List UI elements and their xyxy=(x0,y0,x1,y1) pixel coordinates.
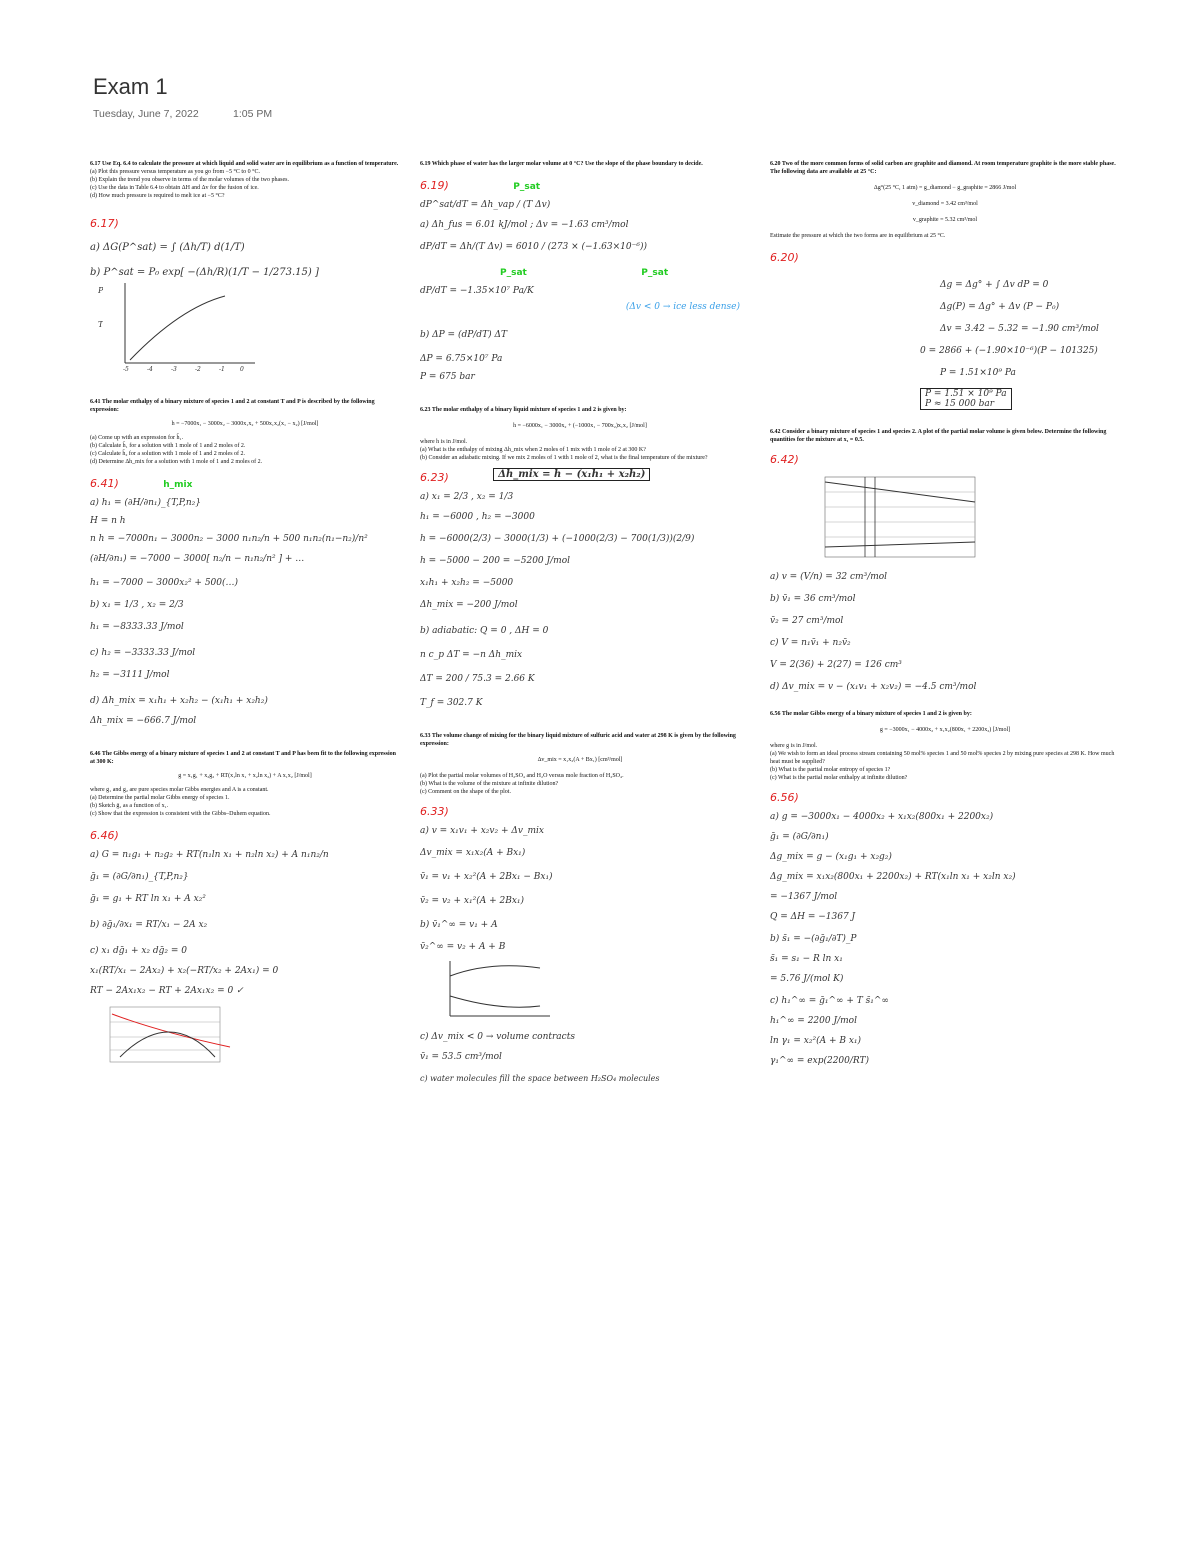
equation: c) h̄₂ = −3333.33 J/mol xyxy=(90,648,196,658)
problem-text: (c) Comment on the shape of the plot. xyxy=(420,789,511,795)
equation: P = 675 bar xyxy=(420,372,475,382)
equation: n h = −7000n₁ − 3000n₂ − 3000 n₁n₂/n + 500 n₁n₂(n₁−n₂)/n² xyxy=(90,534,368,544)
problem-6-19 xyxy=(420,160,740,382)
problem-text: (a) What is the enthalpy of mixing Δh_mix when 2 moles of 1 mix with 1 mole of 2 at 300 K? xyxy=(420,447,646,453)
equation: (∂H/∂n₁) = −7000 − 3000[ n₂/n − n₁n₂/n² ] + … xyxy=(90,554,305,564)
problem-tag: 6.33) xyxy=(420,805,449,818)
equation: b) v̄₁ = 36 cm³/mol xyxy=(770,594,856,604)
problem-text: (d) Determine Δh_mix for a solution with 1 mole of 1 and 2 moles of 2. xyxy=(90,459,263,465)
problem-text: 6.41 The molar enthalpy of a binary mixture of species 1 and 2 at constant T and P is described by the following expression: xyxy=(90,399,375,413)
problem-text: 6.42 Consider a binary mixture of species 1 and species 2. A plot of the partial molar volume is given below. Determine the following quantities for the mixture at x₁ = 0.5. xyxy=(770,429,1107,443)
highlight-note: h_mix xyxy=(163,480,193,490)
equation: a) ΔG(P^sat) = ∫ (Δh/T) d(1/T) xyxy=(90,242,245,253)
problem-text: (d) How much pressure is required to melt ice at −5 °C? xyxy=(90,193,225,199)
problem-text: Δg°(25 °C, 1 atm) = g_diamond − g_graphite = 2866 J/mol xyxy=(873,185,1017,191)
equation: ḡ₁ = (∂G/∂n₁) xyxy=(770,832,829,842)
problem-text: (b) What is the partial molar entropy of species 1? xyxy=(770,767,891,773)
equation: h̄₂ = −3111 J/mol xyxy=(90,670,170,680)
equation: = 5.76 J/(mol K) xyxy=(770,974,844,984)
problem-6-56 xyxy=(770,710,1120,1066)
page-time: 1:05 PM xyxy=(233,108,273,120)
equation: a) G = n₁g₁ + n₂g₂ + RT(n₁ln x₁ + n₂ln x₂) + A n₁n₂/n xyxy=(90,850,329,860)
equation: v̄₂^∞ = v₂ + A + B xyxy=(420,942,506,952)
problem-6-46 xyxy=(90,750,400,1072)
equation: c) x₁ dḡ₁ + x₂ dḡ₂ = 0 xyxy=(90,946,188,956)
equation: d) Δv_mix = v − (x₁v₁ + x₂v₂) = −4.5 cm³/mol xyxy=(770,682,977,692)
problem-text: h = −6000x₁ − 3000x₂ + (−1000x₁ − 700x₂)x₁x₂ [J/mol] xyxy=(513,423,647,429)
problem-text: (a) We wish to form an ideal process stream containing 50 mol% species 1 and 50 mol% species 2 by mixing pure species at 298 K. How much heat must be supplied? xyxy=(770,751,1115,765)
figure-graph xyxy=(770,472,1120,562)
equation: RT − 2Ax₁x₂ − RT + 2Ax₁x₂ = 0 ✓ xyxy=(90,986,244,996)
problem-text: (a) Determine the partial molar Gibbs energy of species 1. xyxy=(90,795,230,801)
equation: a) v = (V/n) = 32 cm³/mol xyxy=(770,572,888,582)
equation: c) h̄₁^∞ = ḡ₁^∞ + T s̄₁^∞ xyxy=(770,996,889,1006)
equation: c) V = n₁v̄₁ + n₂v̄₂ xyxy=(770,638,851,648)
equation: a) x₁ = 2/3 , x₂ = 1/3 xyxy=(420,492,514,502)
equation: dP/dT = Δh/(T Δv) = 6010 / (273 × (−1.63×10⁻⁶)) xyxy=(420,242,648,252)
problem-6-20 xyxy=(770,160,1120,414)
equation: a) h̄₁ = (∂H/∂n₁)_{T,P,n₂} xyxy=(90,498,202,508)
problem-text: where h is in J/mol. xyxy=(420,439,468,445)
problem-text: 6.20 Two of the more common forms of solid carbon are graphite and diamond. At room temperature graphite is the more stable phase. The following data are available at 25 °C: xyxy=(770,161,1116,175)
axis-label-x: T xyxy=(98,320,104,329)
equation: d) Δh_mix = x₁h̄₁ + x₂h̄₂ − (x₁h₁ + x₂h₂) xyxy=(90,696,268,706)
highlight-note: P_sat xyxy=(500,268,527,278)
equation: Δv_mix = x₁x₂(A + Bx₁) xyxy=(420,848,526,858)
equation: h = −6000(2/3) − 3000(1/3) + (−1000(2/3) − 700(1/3))(2/9) xyxy=(420,534,695,544)
equation: ln γ₁ = x₂²(A + B x₁) xyxy=(770,1036,862,1046)
problem-text: Δv_mix = x₁x₂(A + Bx₁) [cm³/mol] xyxy=(537,757,623,763)
equation: v̄₂ = v₂ + x₁²(A + 2Bx₁) xyxy=(420,896,525,906)
equation: dP/dT = −1.35×10⁷ Pa/K xyxy=(420,286,534,296)
equation: V = 2(36) + 2(27) = 126 cm³ xyxy=(770,660,902,670)
tick-label: -3 xyxy=(171,366,177,373)
problem-text: (b) What is the volume of the mixture at infinite dilution? xyxy=(420,781,559,787)
equation: 0 = 2866 + (−1.90×10⁻⁶)(P − 101325) xyxy=(920,346,1098,356)
problem-6-17 xyxy=(90,160,400,378)
problem-text: (b) Explain the trend you observe in terms of the molar volumes of the two phases. xyxy=(90,177,289,183)
equation: T_f = 302.7 K xyxy=(420,698,483,708)
problem-text: h = −7000x₁ − 3000x₂ − 3000x₁x₂ + 500x₁x₂(x₁ − x₂) [J/mol] xyxy=(171,421,319,427)
equation: v̄₂ = 27 cm³/mol xyxy=(770,616,844,626)
column-1 xyxy=(90,160,400,1072)
equation: b) v̄₁^∞ = v₁ + A xyxy=(420,920,498,930)
problem-text: where g₁ and g₂ are pure species molar Gibbs energies and A is a constant. xyxy=(90,787,269,793)
equation: h̄₁^∞ = 2200 J/mol xyxy=(770,1016,857,1026)
equation: ḡ₁ = g₁ + RT ln x₁ + A x₂² xyxy=(90,894,206,904)
equation: b) s̄₁ = −(∂ḡ₁/∂T)_P xyxy=(770,934,857,944)
problem-6-41 xyxy=(90,398,400,726)
equation: Δg_mix = x₁x₂(800x₁ + 2200x₂) + RT(x₁ln x₁ + x₂ln x₂) xyxy=(770,872,1016,882)
axis-label-y: P xyxy=(98,286,104,295)
equation: x₁(RT/x₁ − 2Ax₂) + x₂(−RT/x₂ + 2Ax₁) = 0 xyxy=(90,966,279,976)
equation: a) v = x₁v₁ + x₂v₂ + Δv_mix xyxy=(420,826,544,836)
problem-text: v_diamond = 3.42 cm³/mol xyxy=(912,201,978,207)
equation: b) ∂ḡ₁/∂x₁ = RT/x₁ − 2A x₂ xyxy=(90,920,208,930)
equation: v̄₁ = 53.5 cm³/mol xyxy=(420,1052,502,1062)
equation: h̄₁ = −8333.33 J/mol xyxy=(90,622,184,632)
equation: ḡ₁ = (∂G/∂n₁)_{T,P,n₂} xyxy=(90,872,189,882)
problem-tag: 6.19) xyxy=(420,179,449,192)
equation: b) x₁ = 1/3 , x₂ = 2/3 xyxy=(90,600,184,610)
problem-6-23 xyxy=(420,406,740,708)
problem-tag: 6.41) xyxy=(90,477,119,490)
problem-text: (a) Plot the partial molar volumes of H₂SO₄ and H₂O versus mole fraction of H₂SO₄. xyxy=(420,773,624,779)
problem-text: 6.46 The Gibbs energy of a binary mixture of species 1 and 2 at constant T and P has been fit to the following expression at 300 K: xyxy=(90,751,396,765)
equation: b) P^sat = P₀ exp[ −(Δh/R)(1/T − 1/273.15) ] xyxy=(90,267,319,278)
problem-text: (c) What is the partial molar enthalpy at infinite dilution? xyxy=(770,775,908,781)
equation: n c_p ΔT = −n Δh_mix xyxy=(420,650,523,660)
problem-tag: 6.42) xyxy=(770,453,799,466)
boxed-answer-line: P ≈ 15 000 bar xyxy=(925,399,995,409)
problem-text: 6.56 The molar Gibbs energy of a binary mixture of species 1 and 2 is given by: xyxy=(770,711,972,717)
problem-text: (a) Plot this pressure versus temperature as you go from −5 °C to 0 °C. xyxy=(90,169,260,175)
tick-label: -4 xyxy=(147,366,153,373)
equation: H = n h xyxy=(90,516,126,526)
problem-text: (c) Use the data in Table 6.4 to obtain ΔH and Δv for the fusion of ice. xyxy=(90,185,259,191)
page-title: Exam 1 xyxy=(93,74,168,99)
equation: P = 1.51×10⁹ Pa xyxy=(940,368,1016,378)
equation: Δh_mix = −200 J/mol xyxy=(420,600,518,610)
problem-text: where g is in J/mol. xyxy=(770,743,818,749)
page-date: Tuesday, June 7, 2022 xyxy=(93,108,199,120)
problem-text: g = −3000x₁ − 4000x₂ + x₁x₂(800x₁ + 2200x₂) [J/mol] xyxy=(879,727,1011,733)
tick-label: 0 xyxy=(240,366,244,373)
problem-tag: 6.46) xyxy=(90,829,119,842)
equation: v̄₁ = v₁ + x₂²(A + 2Bx₁ − Bx₁) xyxy=(420,872,553,882)
equation: Q = ΔH = −1367 J xyxy=(770,912,856,922)
equation: Δg_mix = g − (x₁g₁ + x₂g₂) xyxy=(770,852,892,862)
problem-6-33 xyxy=(420,732,740,1083)
boxed-answer-line: P = 1.51 × 10⁹ Pa xyxy=(925,389,1007,399)
tick-label: -5 xyxy=(123,366,129,373)
equation: = −1367 J/mol xyxy=(770,892,838,902)
highlight-note: P_sat xyxy=(513,182,541,192)
equation: Δg = Δg° + ∫ Δv dP = 0 xyxy=(940,280,1049,290)
boxed-formula: Δh_mix = h − (x₁h₁ + x₂h₂) xyxy=(493,468,650,481)
problem-text: (c) Show that the expression is consistent with the Gibbs–Duhem equation. xyxy=(90,811,271,817)
equation: h = −5000 − 200 = −5200 J/mol xyxy=(420,556,570,566)
problem-text: 6.19 Which phase of water has the larger molar volume at 0 °C? Use the slope of the phase boundary to decide. xyxy=(420,161,703,167)
highlight-note: P_sat xyxy=(641,268,669,278)
problem-tag: 6.17) xyxy=(90,217,119,230)
equation: s̄₁ = s₁ − R ln x₁ xyxy=(770,954,843,964)
sketch-plot xyxy=(420,956,740,1026)
tick-label: -1 xyxy=(219,366,225,373)
equation: c) Δv_mix < 0 → volume contracts xyxy=(420,1032,575,1042)
equation: c) water molecules fill the space between H₂SO₄ molecules xyxy=(420,1074,660,1083)
equation: h̄₁ = −7000 − 3000x₂² + 500(…) xyxy=(90,578,239,588)
equation: h₁ = −6000 , h₂ = −3000 xyxy=(420,512,535,522)
equation: Δg(P) = Δg° + Δv (P − P₀) xyxy=(940,302,1060,312)
problem-text: (b) Sketch ḡ₁ as a function of x₁. xyxy=(90,803,169,809)
equation: a) g = −3000x₁ − 4000x₂ + x₁x₂(800x₁ + 2200x₂) xyxy=(770,812,994,822)
sketch-plot xyxy=(90,278,400,378)
problem-tag: 6.23) xyxy=(420,471,449,484)
equation: b) adiabatic: Q = 0 , ΔH = 0 xyxy=(420,626,549,636)
problem-text: (c) Calculate h̄₂ for a solution with 1 mole of 1 and 2 moles of 2. xyxy=(90,451,246,457)
problem-text: v_graphite = 5.32 cm³/mol xyxy=(912,217,978,223)
equation: Δh_mix = −666.7 J/mol xyxy=(90,716,197,726)
problem-tag: 6.20) xyxy=(770,251,799,264)
problem-text: (b) Calculate h̄₁ for a solution with 1 mole of 1 and 2 moles of 2. xyxy=(90,443,246,449)
equation: x₁h₁ + x₂h₂ = −5000 xyxy=(420,578,514,588)
column-2 xyxy=(420,160,740,1083)
problem-text: 6.17 Use Eq. 6.4 to calculate the pressure at which liquid and solid water are in equilibrium as a function of temperature. xyxy=(90,161,399,167)
column-3 xyxy=(770,160,1120,1066)
problem-text: g = x₁g₁ + x₂g₂ + RT(x₁ln x₁ + x₂ln x₂) + A x₁x₂ [J/mol] xyxy=(178,773,312,779)
tick-label: -2 xyxy=(195,366,201,373)
boxed-answer xyxy=(920,388,1012,410)
problem-tag: 6.56) xyxy=(770,791,799,804)
equation: b) ΔP = (dP/dT) ΔT xyxy=(420,330,507,340)
problem-text: (b) Consider an adiabatic mixing. If we mix 2 moles of 1 with 1 mole of 2, what is the final temperature of the mixture? xyxy=(420,455,708,461)
problem-text: 6.23 The molar enthalpy of a binary liquid mixture of species 1 and 2 is given by: xyxy=(420,407,627,413)
handwritten-note: (Δv < 0 → ice less dense) xyxy=(625,302,740,312)
equation: γ₁^∞ = exp(2200/RT) xyxy=(770,1056,870,1066)
problem-text: Estimate the pressure at which the two forms are in equilibrium at 25 °C. xyxy=(770,233,946,239)
problem-text: 6.33 The volume change of mixing for the binary liquid mixture of sulfuric acid and water at 298 K is given by the following expression: xyxy=(420,733,736,747)
sketch-plot xyxy=(90,1002,400,1072)
equation: ΔP = 6.75×10⁷ Pa xyxy=(420,354,503,364)
problem-text: (a) Come up with an expression for h̄₁. xyxy=(90,435,184,441)
problem-6-42 xyxy=(770,428,1120,692)
equation: Δv = 3.42 − 5.32 = −1.90 cm³/mol xyxy=(940,324,1099,334)
equation: dP^sat/dT = Δh_vap / (T Δv) xyxy=(420,200,551,210)
equation: ΔT = 200 / 75.3 = 2.66 K xyxy=(420,674,535,684)
equation: a) Δh_fus = 6.01 kJ/mol ; Δv = −1.63 cm³/mol xyxy=(420,220,629,230)
